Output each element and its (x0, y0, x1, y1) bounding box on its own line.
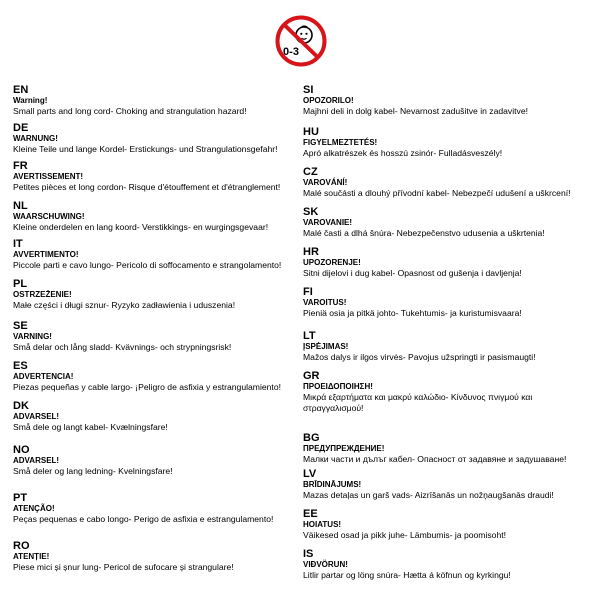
warning-text: Pieniä osia ja pitkä johto- Tukehtumis- ja kuristumisvaara! (303, 308, 522, 318)
warning-heading: VIÐVÖRUN! (303, 560, 348, 569)
warning-heading: ADVARSEL! (13, 412, 60, 421)
language-code: FR (13, 160, 28, 172)
warning-heading: ПРЕДУПРЕЖДЕНИЕ! (303, 444, 385, 453)
warning-heading: VARNING! (13, 332, 52, 341)
warning-text: Små dele og langt kabel- Kvælningsfare! (13, 422, 168, 432)
warning-text: Små deler og lang ledning- Kvelningsfare! (13, 466, 173, 476)
warning-entry-lv (303, 468, 593, 501)
warning-text: Litlir partar og löng snúra- Hætta á köfnun og kyrkingu! (303, 570, 511, 580)
warning-entry-si (303, 84, 593, 117)
warning-entry-es (13, 360, 298, 393)
warning-entry-ee (303, 508, 593, 541)
warning-heading: Warning! (13, 96, 48, 105)
warning-entry-gr (303, 370, 593, 413)
warning-entry-sk (303, 206, 593, 239)
warning-heading: ATENÇÃO! (13, 504, 55, 513)
warning-entry-is (303, 548, 593, 581)
warning-heading: BRĪDINĀJUMS! (303, 480, 362, 489)
warning-text: Small parts and long cord- Choking and strangulation hazard! (13, 106, 247, 116)
warning-entry-it (13, 238, 298, 271)
warning-entry-fi (303, 286, 593, 319)
language-code: SK (303, 206, 319, 218)
warning-entry-bg (303, 432, 593, 465)
language-code: HU (303, 126, 319, 138)
warning-text: Mažos dalys ir ilgos virvės- Pavojus užspringti ir pasismaugti! (303, 352, 536, 362)
warning-heading: UPOZORENJE! (303, 258, 361, 267)
warning-heading: OPOZORILO! (303, 96, 354, 105)
language-code: HR (303, 246, 319, 258)
no-children-under-3-icon (274, 14, 328, 68)
language-code: BG (303, 432, 320, 444)
language-code: DE (13, 122, 29, 134)
warning-heading: FIGYELMEZTETÉS! (303, 138, 378, 147)
warning-text: Kleine Teile und lange Kordel- Erstickungs- und Strangulationsgefahr! (13, 144, 278, 154)
warning-text: Kleine onderdelen en lang koord- Verstikkings- en wurgingsgevaar! (13, 222, 269, 232)
warning-text: Piezas pequeñas y cable largo- ¡Peligro de asfixia y estrangulamiento! (13, 382, 281, 392)
warning-text: Piese mici și șnur lung- Pericol de sufocare și strangulare! (13, 562, 234, 572)
warning-text: Малки части и дълъг кабел- Опасност от задавяне и задушаване! (303, 454, 567, 464)
warning-heading: ADVARSEL! (13, 456, 60, 465)
warning-entry-nl (13, 200, 298, 233)
language-code: NL (13, 200, 28, 212)
warning-text: Väikesed osad ja pikk juhe- Lämbumis- ja poomisoht! (303, 530, 507, 540)
language-code: DK (13, 400, 29, 412)
warning-entry-hr (303, 246, 593, 279)
warning-text: Majhni deli in dolg kabel- Nevarnost zadušitve in zadavitve! (303, 106, 528, 116)
warning-heading: OSTRZEŻENIE! (13, 290, 72, 299)
warning-text: Malé časti a dlhá šnúra- Nebezpečenstvo udusenia a uškrtenia! (303, 228, 545, 238)
warning-entry-no (13, 444, 298, 477)
language-code: ES (13, 360, 28, 372)
warning-entry-se (13, 320, 298, 353)
warning-text: Sitni dijelovi i dug kabel- Opasnost od gušenja i davljenja! (303, 268, 522, 278)
warning-entry-cz (303, 166, 593, 199)
warning-text: Małe części i długi sznur- Ryzyko zadławienia i uduszenia! (13, 300, 236, 310)
language-code: PL (13, 278, 28, 290)
language-code: IT (13, 238, 23, 250)
language-code: IS (303, 548, 314, 560)
language-code: SI (303, 84, 314, 96)
language-code: PT (13, 492, 28, 504)
warning-heading: VAROVANIE! (303, 218, 353, 227)
svg-text:0-3: 0-3 (283, 46, 299, 58)
warning-text: Piccole parti e cavo lungo- Pericolo di soffocamento e strangolamento! (13, 260, 282, 270)
warning-heading: AVERTISSEMENT! (13, 172, 84, 181)
warning-entry-ro (13, 540, 298, 573)
warning-text: Malé součásti a dlouhý přívodní kabel- Nebezpečí udušení a uškrcení! (303, 188, 571, 198)
language-code: EN (13, 84, 29, 96)
warning-entry-dk (13, 400, 298, 433)
language-code: CZ (303, 166, 318, 178)
language-code: GR (303, 370, 320, 382)
warning-entry-en (13, 84, 298, 117)
warning-text: Petites pièces et long cordon- Risque d'étouffement et d'étranglement! (13, 182, 281, 192)
warning-entry-pl (13, 278, 298, 311)
warning-entry-pt (13, 492, 298, 525)
warning-entry-lt (303, 330, 593, 363)
warning-heading: WAARSCHUWING! (13, 212, 85, 221)
language-code: SE (13, 320, 28, 332)
warning-heading: VAROVÁNÍ! (303, 178, 348, 187)
warning-entry-fr (13, 160, 298, 193)
language-code: LV (303, 468, 317, 480)
warning-text: Små delar och lång sladd- Kvävnings- och strypningsrisk! (13, 342, 232, 352)
language-code: RO (13, 540, 30, 552)
warning-text: Mazas detaļas un garš vads- Aizrīšanās un nožņaugšanās draudi! (303, 490, 554, 500)
warning-heading: ΠΡΟΕΙΔΟΠΟΙΗΣΗ! (303, 382, 373, 391)
warning-heading: ADVERTENCIA! (13, 372, 74, 381)
warning-heading: WARNUNG! (13, 134, 58, 143)
warning-entry-de (13, 122, 298, 155)
warning-entry-hu (303, 126, 593, 159)
language-code: NO (13, 444, 30, 456)
warning-text: Apró alkatrészek és hosszú zsinór- Fulladásveszély! (303, 148, 503, 158)
warning-heading: AVVERTIMENTO! (13, 250, 79, 259)
warning-heading: ĮSPĖJIMAS! (303, 342, 349, 351)
language-code: LT (303, 330, 316, 342)
warning-text: Μικρά εξαρτήματα και μακρύ καλώδιο- Κίνδυνος πνιγμού και στραγγαλισμού! (303, 392, 533, 413)
language-code: FI (303, 286, 313, 298)
language-code: EE (303, 508, 318, 520)
warning-heading: HOIATUS! (303, 520, 342, 529)
warning-text: Peças pequenas e cabo longo- Perigo de asfixia e estrangulamento! (13, 514, 274, 524)
warning-heading: VAROITUS! (303, 298, 347, 307)
warning-heading: ATENȚIE! (13, 552, 50, 561)
